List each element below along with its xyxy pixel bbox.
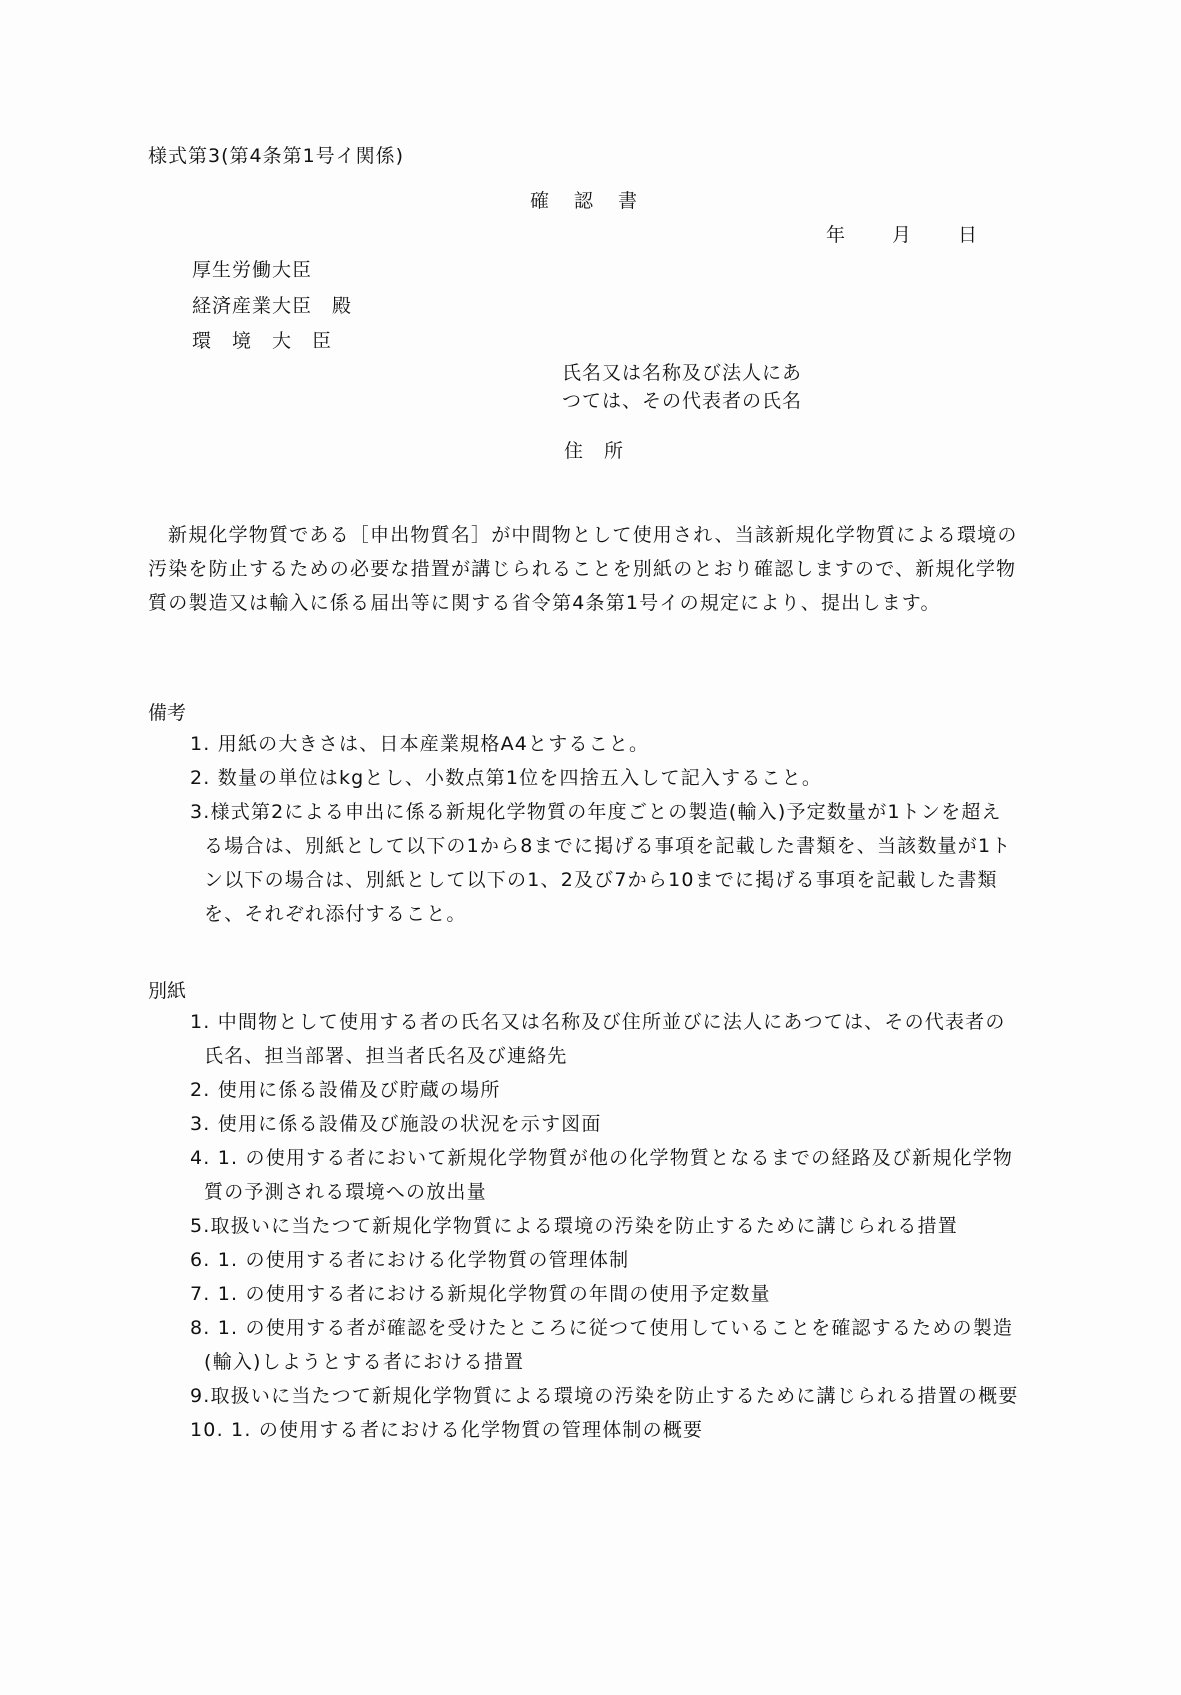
note-item: 3.様式第2による申出に係る新規化学物質の年度ごとの製造(輸入)予定数量が1トンを超える場合は、別紙として以下の1から8までに掲げる事項を記載した書類を、当該数量が1トン以下の場合は、別紙として以下の1、2及び7から10までに掲げる事項を記載した書類を、それぞれ添付すること。 [190,801,1012,925]
attachment-item: 4. 1. の使用する者において新規化学物質が他の化学物質となるまでの経路及び新規化学物質の予測される環境への放出量 [190,1147,1014,1203]
attachment-item: 8. 1. の使用する者が確認を受けたところに従つて使用していることを確認するための製造(輸入)しようとする者における措置 [190,1317,1014,1373]
attachment-item: 1. 中間物として使用する者の氏名又は名称及び住所並びに法人にあつては、その代表者の氏名、担当部署、担当者氏名及び連絡先 [190,1011,1006,1067]
note-item: 2. 数量の単位はkgとし、小数点第1位を四捨五入して記入すること。 [190,767,823,789]
addressee-meti: 経済産業大臣 殿 [192,295,353,317]
date-day: 日 [958,224,979,246]
document-title: 確 認 書 [530,190,641,212]
attachment-item: 6. 1. の使用する者における化学物質の管理体制 [190,1249,630,1271]
date-year: 年 [826,224,847,246]
date-month: 月 [892,224,913,246]
attachment-item: 2. 使用に係る設備及び貯蔵の場所 [190,1079,501,1101]
attachment-item: 10. 1. の使用する者における化学物質の管理体制の概要 [190,1419,704,1441]
attachment-item: 7. 1. の使用する者における新規化学物質の年間の使用予定数量 [190,1283,771,1305]
attachment-heading: 別紙 [148,980,187,1002]
attachment-item: 9.取扱いに当たつて新規化学物質による環境の汚染を防止するために講じられる措置の概要 [190,1385,1019,1407]
notes-list [190,727,1020,931]
applicant-address-label: 住 所 [564,440,625,462]
addressee-mhlw: 厚生労働大臣 [192,259,313,281]
attachment-item: 5.取扱いに当たつて新規化学物質による環境の汚染を防止するために講じられる措置 [190,1215,958,1237]
body-paragraph: 新規化学物質である［申出物質名］が中間物として使用され、当該新規化学物質による環境の汚染を防止するための必要な措置が講じられることを別紙のとおり確認しますので、新規化学物質の製造又は輸入に係る届出等に関する省令第4条第1号イの規定により、提出します。 [148,524,1018,614]
applicant-name-label-1: 氏名又は名称及び法人にあ [562,362,803,384]
addressee-moe: 環 境 大 臣 [192,330,333,352]
notes-heading: 備考 [148,702,187,724]
attachment-list [190,1005,1020,1447]
attachment-item: 3. 使用に係る設備及び施設の状況を示す図面 [190,1113,602,1135]
form-number: 様式第3(第4条第1号イ関係) [148,145,405,167]
note-item: 1. 用紙の大きさは、日本産業規格A4とすること。 [190,733,650,755]
applicant-name-label-2: つては、その代表者の氏名 [562,390,803,412]
